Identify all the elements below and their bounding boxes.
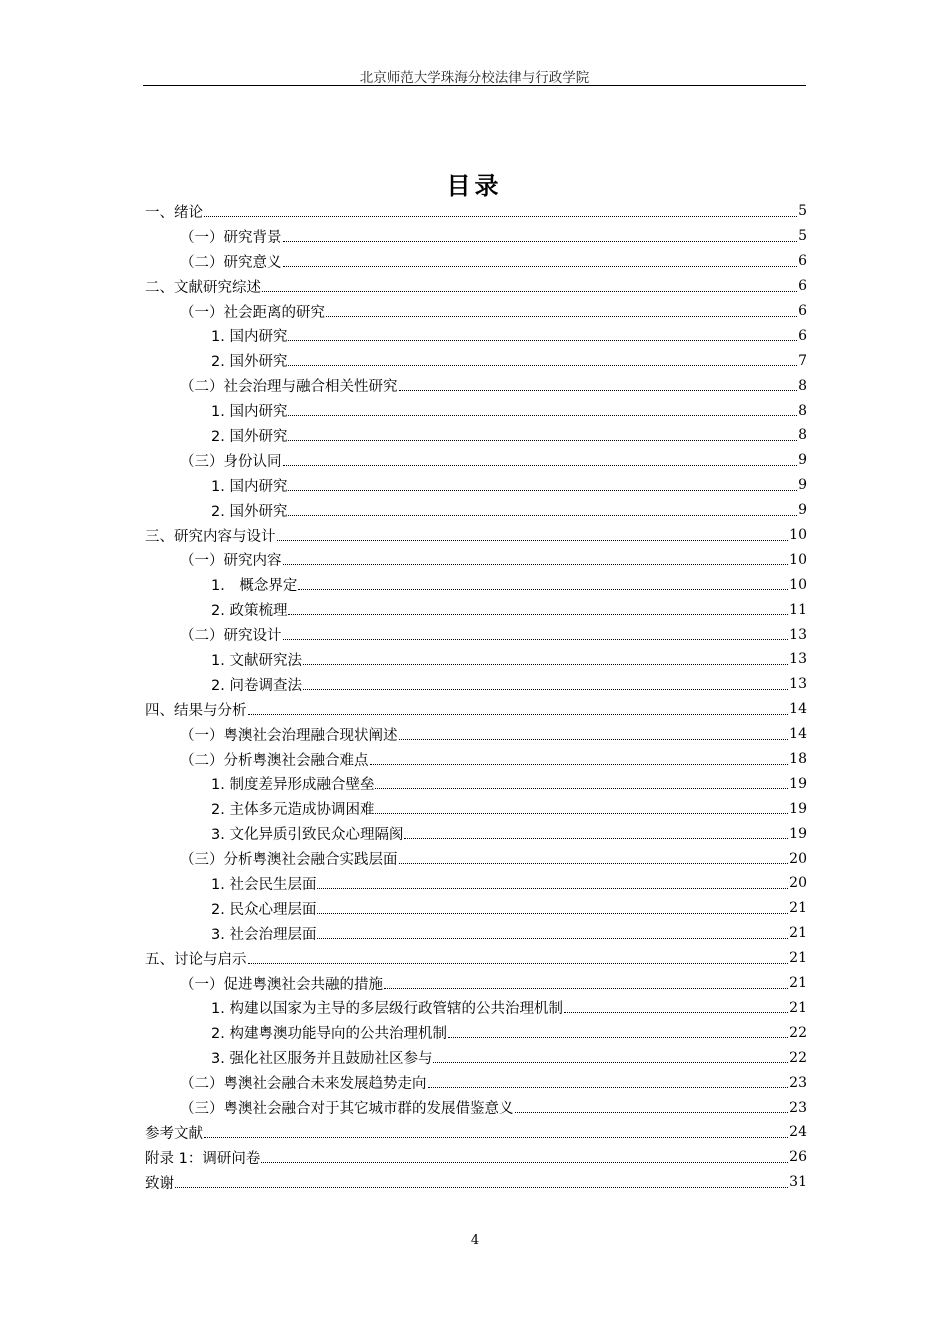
dot-leader — [375, 774, 788, 789]
dot-leader — [175, 1173, 788, 1188]
toc-entry-page: 9 — [798, 477, 807, 494]
table-of-contents — [145, 199, 807, 1195]
toc-entry-label: 2. 构建粤澳功能导向的公共治理机制 — [211, 1026, 447, 1043]
dot-leader — [204, 202, 797, 217]
toc-entry-label: 2. 主体多元造成协调困难 — [211, 802, 375, 819]
toc-entry[interactable] — [145, 323, 807, 348]
toc-entry-label: 1. 国内研究 — [211, 478, 288, 495]
toc-entry-label: 1． 概念界定 — [211, 578, 298, 595]
dot-leader — [288, 501, 797, 516]
toc-entry-page: 19 — [789, 825, 807, 842]
toc-title: 目录 — [446, 172, 503, 200]
dot-leader — [288, 476, 797, 491]
toc-entry-label: 2. 政策梳理 — [211, 603, 288, 620]
toc-entry-page: 21 — [789, 925, 807, 942]
toc-entry[interactable] — [145, 921, 807, 946]
toc-entry-label: 1. 制度差异形成融合壁垒 — [211, 777, 375, 794]
dot-leader — [288, 401, 797, 416]
toc-entry-page: 5 — [798, 203, 807, 220]
dot-leader — [262, 277, 797, 292]
toc-entry[interactable] — [145, 1120, 807, 1145]
toc-entry-page: 13 — [789, 626, 807, 643]
toc-entry-page: 22 — [789, 1049, 807, 1066]
toc-entry-label: （三）分析粤澳社会融合实践层面 — [180, 852, 398, 869]
dot-leader — [404, 824, 788, 839]
toc-entry[interactable] — [145, 1145, 807, 1170]
toc-entry-page: 5 — [798, 228, 807, 245]
toc-entry[interactable] — [145, 672, 807, 697]
toc-entry-page: 23 — [789, 1074, 807, 1091]
toc-entry-label: 五、讨论与启示 — [145, 951, 247, 968]
toc-entry-page: 13 — [789, 676, 807, 693]
dot-leader — [375, 799, 788, 814]
toc-entry-page: 13 — [789, 651, 807, 668]
toc-entry-page: 21 — [789, 900, 807, 917]
toc-entry-page: 11 — [789, 601, 807, 618]
toc-entry[interactable] — [145, 821, 807, 846]
toc-entry[interactable] — [145, 199, 807, 224]
dot-leader — [277, 526, 789, 541]
dot-leader — [261, 1148, 788, 1163]
toc-entry[interactable] — [145, 299, 807, 324]
toc-entry[interactable] — [145, 224, 807, 249]
toc-entry-label: 附录 1：调研问卷 — [145, 1150, 261, 1167]
toc-entry-page: 22 — [789, 1024, 807, 1041]
toc-entry[interactable] — [145, 647, 807, 672]
toc-entry[interactable] — [145, 697, 807, 722]
toc-entry-page: 6 — [798, 253, 807, 270]
toc-entry[interactable] — [145, 1020, 807, 1045]
toc-entry[interactable] — [145, 896, 807, 921]
toc-entry-page: 6 — [798, 327, 807, 344]
toc-entry[interactable] — [145, 996, 807, 1021]
toc-entry[interactable] — [145, 1070, 807, 1095]
toc-entry-label: 1. 构建以国家为主导的多层级行政管辖的公共治理机制 — [211, 1001, 563, 1018]
dot-leader — [283, 451, 798, 466]
dot-leader — [303, 675, 788, 690]
toc-entry[interactable] — [145, 498, 807, 523]
dot-leader — [399, 849, 789, 864]
toc-entry-page: 8 — [798, 402, 807, 419]
toc-entry-label: （二）分析粤澳社会融合难点 — [180, 752, 369, 769]
dot-leader — [317, 899, 788, 914]
toc-entry-page: 24 — [789, 1124, 807, 1141]
toc-entry-label: 四、结果与分析 — [145, 702, 247, 719]
toc-entry-label: （一）促进粤澳社会共融的措施 — [180, 976, 383, 993]
toc-entry-page: 6 — [798, 278, 807, 295]
toc-entry[interactable] — [145, 473, 807, 498]
dot-leader — [326, 302, 797, 317]
dot-leader — [399, 725, 789, 740]
toc-entry-label: 参考文献 — [145, 1125, 203, 1142]
toc-entry-page: 6 — [798, 303, 807, 319]
toc-entry[interactable] — [145, 747, 807, 772]
toc-entry-label: （一）研究背景 — [180, 229, 282, 246]
toc-entry-label: 2. 民众心理层面 — [211, 901, 317, 918]
toc-entry[interactable] — [145, 523, 807, 548]
toc-entry-label: 一、绪论 — [145, 204, 203, 221]
toc-entry[interactable] — [145, 846, 807, 871]
toc-entry[interactable] — [145, 1170, 807, 1195]
toc-entry-label: （一）社会距离的研究 — [180, 304, 325, 321]
toc-entry[interactable] — [145, 423, 807, 448]
toc-entry[interactable] — [145, 373, 807, 398]
toc-entry-page: 8 — [798, 427, 807, 444]
dot-leader — [248, 700, 789, 715]
toc-entry-page: 21 — [789, 950, 807, 967]
toc-entry[interactable] — [145, 597, 807, 622]
toc-entry[interactable] — [145, 348, 807, 373]
toc-entry-page: 26 — [789, 1149, 807, 1166]
toc-entry-page: 14 — [789, 701, 807, 718]
toc-entry[interactable] — [145, 1095, 807, 1120]
toc-entry[interactable] — [145, 249, 807, 274]
toc-entry-label: 1. 文献研究法 — [211, 652, 302, 669]
dot-leader — [283, 550, 789, 565]
toc-entry-label: 1. 国内研究 — [211, 404, 288, 421]
toc-entry[interactable] — [145, 1045, 807, 1070]
header-divider — [143, 85, 806, 86]
dot-leader — [288, 426, 797, 441]
toc-entry-page: 7 — [798, 352, 807, 369]
toc-entry-label: 3. 社会治理层面 — [211, 926, 317, 943]
toc-entry-label: 3. 文化异质引致民众心理隔阂 — [211, 827, 404, 844]
toc-entry[interactable] — [145, 572, 807, 597]
toc-entry-page: 19 — [789, 775, 807, 792]
toc-entry-label: 3. 强化社区服务并且鼓励社区参与 — [211, 1051, 433, 1068]
toc-entry-label: （二）粤澳社会融合未来发展趋势走向 — [180, 1076, 427, 1093]
toc-entry-page: 18 — [789, 751, 807, 768]
dot-leader — [283, 252, 798, 267]
toc-entry-page: 10 — [789, 527, 807, 544]
toc-entry-page: 19 — [789, 800, 807, 817]
toc-entry[interactable] — [145, 622, 807, 647]
toc-entry[interactable] — [145, 946, 807, 971]
toc-entry-page: 20 — [789, 875, 807, 892]
toc-entry-label: 三、研究内容与设计 — [145, 528, 276, 545]
toc-entry-label: 2. 问卷调查法 — [211, 677, 302, 694]
toc-entry-page: 20 — [789, 850, 807, 867]
toc-entry-label: （二）研究设计 — [180, 628, 282, 645]
toc-entry-label: 1. 社会民生层面 — [211, 876, 317, 893]
dot-leader — [204, 1123, 788, 1138]
dot-leader — [288, 326, 797, 341]
toc-entry-label: （三）粤澳社会融合对于其它城市群的发展借鉴意义 — [180, 1101, 514, 1117]
toc-entry-page: 21 — [789, 999, 807, 1016]
toc-entry-page: 14 — [789, 726, 807, 743]
dot-leader — [248, 949, 789, 964]
dot-leader — [384, 974, 788, 989]
toc-entry-label: 致谢 — [145, 1175, 174, 1192]
toc-entry-label: 2. 国外研究 — [211, 503, 288, 520]
toc-entry[interactable] — [145, 871, 807, 896]
toc-entry-page: 8 — [798, 377, 807, 394]
dot-leader — [370, 750, 789, 765]
toc-entry-page: 10 — [789, 551, 807, 568]
toc-entry-page: 31 — [789, 1174, 807, 1191]
page-header: 北京师范大学珠海分校法律与行政学院 — [359, 70, 590, 86]
dot-leader — [317, 874, 788, 889]
toc-entry-label: 二、文献研究综述 — [145, 279, 261, 296]
toc-entry[interactable] — [145, 274, 807, 299]
toc-entry-page: 10 — [789, 576, 807, 593]
toc-entry-label: 2. 国外研究 — [211, 428, 288, 445]
dot-leader — [303, 650, 788, 665]
toc-entry[interactable] — [145, 398, 807, 423]
toc-entry-label: 1. 国内研究 — [211, 329, 288, 346]
toc-entry-page: 21 — [789, 975, 807, 992]
dot-leader — [399, 376, 798, 391]
dot-leader — [288, 600, 788, 615]
dot-leader — [317, 924, 788, 939]
toc-entry[interactable] — [145, 771, 807, 796]
toc-entry[interactable] — [145, 796, 807, 821]
toc-entry[interactable] — [145, 722, 807, 747]
dot-leader — [428, 1073, 789, 1088]
dot-leader — [283, 625, 789, 640]
toc-entry-label: （一）研究内容 — [180, 553, 282, 570]
dot-leader — [283, 227, 798, 242]
toc-entry-label: （二）社会治理与融合相关性研究 — [180, 379, 398, 396]
toc-entry[interactable] — [145, 971, 807, 996]
dot-leader — [288, 351, 797, 366]
page-number: 4 — [470, 1233, 480, 1248]
dot-leader — [448, 1023, 788, 1038]
toc-entry-label: （二）研究意义 — [180, 254, 282, 271]
dot-leader — [564, 998, 788, 1013]
dot-leader — [433, 1048, 788, 1063]
toc-entry-label: （一）粤澳社会治理融合现状阐述 — [180, 727, 398, 744]
dot-leader — [515, 1098, 789, 1113]
toc-entry-label: 2. 国外研究 — [211, 354, 288, 371]
dot-leader — [298, 575, 788, 590]
toc-entry-page: 23 — [789, 1099, 807, 1116]
toc-entry[interactable] — [145, 448, 807, 473]
toc-entry[interactable] — [145, 547, 807, 572]
toc-entry-page: 9 — [798, 452, 807, 469]
toc-entry-label: （三）身份认同 — [180, 453, 282, 470]
toc-entry-page: 9 — [798, 502, 807, 519]
